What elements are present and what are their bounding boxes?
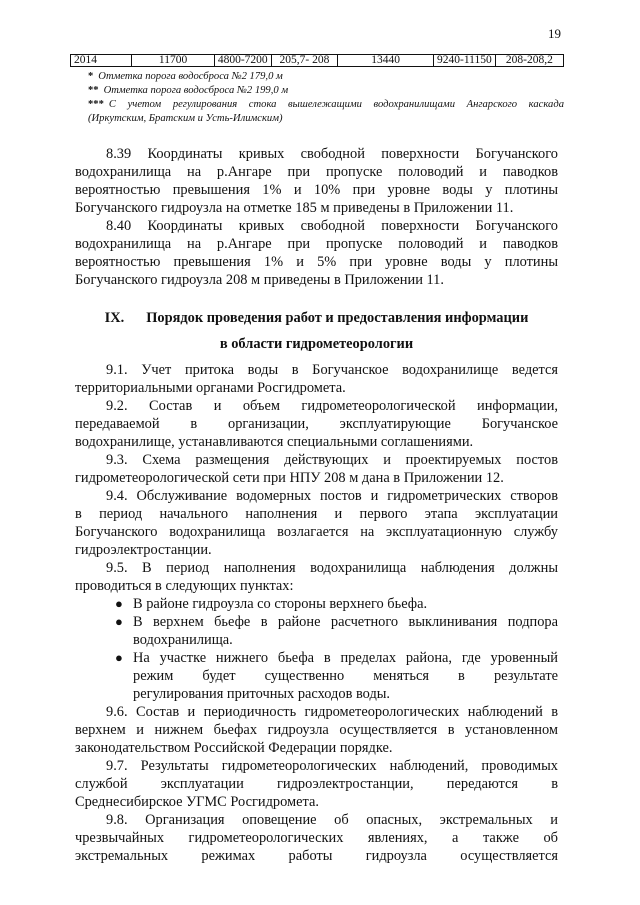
text-line: В районе гидроузла со стороны верхнего бьефа. <box>133 596 428 612</box>
paragraph-8-40 <box>75 217 558 289</box>
text-line: водохранилища на р.Ангаре при пропуске половодий и паводков <box>75 164 558 180</box>
document-body <box>75 145 558 865</box>
table-cell-year: 2014 <box>71 55 132 67</box>
text-line: регулирования приточных расходов воды. <box>133 686 391 702</box>
footnote <box>88 98 564 112</box>
text-line: гидроэлектростанции. <box>75 542 212 558</box>
text-line: Богучанского гидроузла на отметке 185 м приведены в Приложении 11. <box>75 200 514 216</box>
paragraph-9-6 <box>75 703 558 757</box>
text-line: На участке нижнего бьефа в пределах района, где уровенный <box>133 650 558 666</box>
text-line: гидрометеорологической сети при НПУ 208 м дана в Приложении 12. <box>75 470 504 486</box>
text-line: 9.3. Схема размещения действующих и проектируемых постов <box>106 452 558 468</box>
text-line: водохранилища на р.Ангаре при пропуске половодий и паводков <box>75 236 558 252</box>
text-line: в период начального наполнения и первого этапа эксплуатации <box>75 506 558 522</box>
text-line: 9.2. Состав и объем гидрометеорологической информации, <box>106 398 558 414</box>
bullet-icon: ● <box>115 596 123 611</box>
text-line: чрезвычайных гидрометеорологических явлениях, а также об <box>75 830 558 846</box>
text-line: передаваемой в организации, эксплуатирующие Богучанское <box>75 416 558 432</box>
list-item <box>115 613 558 649</box>
bullet-icon: ● <box>115 650 123 665</box>
footnote-mark: ** <box>88 85 99 96</box>
paragraph-9-2 <box>75 397 558 451</box>
text-line: водохранилище, устанавливаются специальными соглашениями. <box>75 434 474 450</box>
text-line: режим будет существенно меняться в результате <box>133 668 558 684</box>
text-line: 9.5. В период наполнения водохранилища наблюдения должны <box>106 560 558 576</box>
footnote-mark: *** <box>88 99 104 110</box>
text-line: 9.6. Состав и периодичность гидрометеорологических наблюдений в <box>106 704 558 720</box>
footnote-text: С учетом регулирования стока вышележащими водохранилищами Ангарского каскада <box>108 99 564 110</box>
text-line: 9.4. Обслуживание водомерных постов и гидрометрических створов <box>106 488 558 504</box>
text-line: верхнем и нижнем бьефах гидроузла осуществляется в установленном <box>75 722 558 738</box>
paragraph-9-5 <box>75 559 558 595</box>
paragraph-9-1 <box>75 361 558 397</box>
section-heading <box>75 307 558 329</box>
observation-points-list <box>75 595 558 703</box>
footnote <box>88 84 564 98</box>
text-line: 9.8. Организация оповещение об опасных, экстремальных и <box>106 812 558 828</box>
text-line: Среднесибирское УГМС Росгидромета. <box>75 794 319 810</box>
paragraph-9-4 <box>75 487 558 559</box>
footnote <box>88 70 564 84</box>
text-line: 8.40 Координаты кривых свободной поверхности Богучанского <box>106 218 558 234</box>
table-cell: 208-208,2 <box>495 55 563 67</box>
text-line: территориальными органами Росгидромета. <box>75 380 346 396</box>
text-line: законодательством Российской Федерации порядке. <box>75 740 393 756</box>
table-cell: 4800-7200 <box>214 55 271 67</box>
table-row <box>71 55 564 67</box>
bullet-icon: ● <box>115 614 123 629</box>
paragraph-8-39 <box>75 145 558 217</box>
paragraph-9-3 <box>75 451 558 487</box>
page-number: 19 <box>548 26 561 41</box>
text-line: Богучанского гидроузла 208 м приведены в Приложении 11. <box>75 272 444 288</box>
footnote-text: Отметка порога водосброса №2 179,0 м <box>98 71 283 82</box>
text-line: вероятностью превышения 1% и 10% при уровне воды у плотины <box>75 182 558 198</box>
text-line: 9.1. Учет притока воды в Богучанское водохранилище ведется <box>106 362 558 378</box>
table-cell: 13440 <box>338 55 434 67</box>
table-cell: 9240-11150 <box>434 55 496 67</box>
text-line: проводиться в следующих пунктах: <box>75 578 294 594</box>
footnote-continuation <box>88 112 564 126</box>
footnote-mark: * <box>88 71 94 82</box>
section-heading-continuation <box>75 333 558 355</box>
table-footnotes <box>88 70 564 126</box>
list-item <box>115 649 558 703</box>
text-line: вероятностью превышения 1% и 5% при уровне воды у плотины <box>75 254 558 270</box>
text-line: службой эксплуатации гидроэлектростанции, передаются в <box>75 776 558 792</box>
section-title: в области гидрометеорологии <box>219 336 414 352</box>
paragraph-9-8 <box>75 811 558 865</box>
text-line: экстремальных режимах работы гидроузла осуществляется <box>75 848 558 864</box>
text-line: водохранилища. <box>133 632 233 648</box>
text-line: Богучанского водохранилища возлагается на эксплуатационную службу <box>75 524 558 540</box>
table-cell: 11700 <box>132 55 215 67</box>
data-table-row <box>70 54 564 67</box>
section-number: IX. <box>104 310 125 326</box>
text-line: 9.7. Результаты гидрометеорологических наблюдений, проводимых <box>106 758 558 774</box>
list-item <box>115 595 558 613</box>
section-title: Порядок проведения работ и предоставления информации <box>146 310 529 326</box>
text-line: 8.39 Координаты кривых свободной поверхности Богучанского <box>106 146 558 162</box>
footnote-text: Отметка порога водосброса №2 199,0 м <box>103 85 289 96</box>
text-line: В верхнем бьефе в районе расчетного выклинивания подпора <box>133 614 558 630</box>
footnote-text: (Иркутским, Братским и Усть-Илимским) <box>88 113 283 124</box>
paragraph-9-7 <box>75 757 558 811</box>
table-cell: 205,7- 208 <box>271 55 337 67</box>
